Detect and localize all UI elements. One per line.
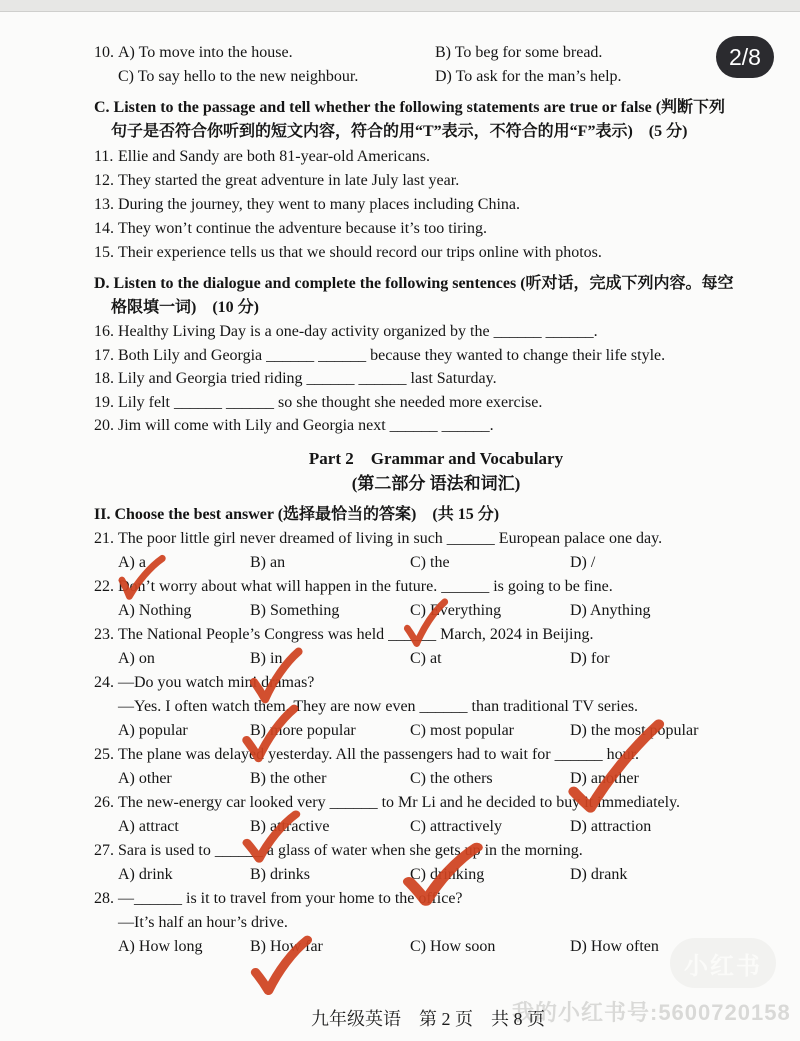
option-a: A) popular bbox=[118, 721, 188, 739]
question-block-26 bbox=[94, 791, 778, 839]
section-c-statements bbox=[94, 145, 778, 265]
section-d-sentences bbox=[94, 320, 778, 438]
exam-page-content bbox=[94, 41, 778, 959]
question-text: 25. The plane was delayed yesterday. All the passengers had to wait for ______ hour. bbox=[94, 745, 640, 763]
options-row bbox=[94, 599, 778, 623]
section-c-heading: C. Listen to the passage and tell whether the following statements are true or false (判断下列 句子是否符合你听到的短文内容，符合的用“T”表示，不符合的用“F”表示) (5 分) bbox=[94, 99, 726, 140]
option-d: D) How often bbox=[570, 937, 659, 955]
statement-row: 19. Lily felt ______ ______ so she thought she needed more exercise. bbox=[94, 393, 543, 411]
option-c: C) most popular bbox=[410, 721, 514, 739]
option-c: C) How soon bbox=[410, 937, 496, 955]
question-text-line2: —Yes. I often watch them. They are now even ______ than traditional TV series. bbox=[118, 697, 639, 715]
part-2-title-english: Part 2 Grammar and Vocabulary bbox=[308, 448, 564, 468]
option-c: C) the bbox=[410, 553, 450, 571]
option-a: A) other bbox=[118, 769, 172, 787]
options-row bbox=[94, 551, 778, 575]
xiaohongshu-watermark-id: 我的小红书号:5600720158 bbox=[512, 1000, 791, 1025]
option-cell: 10. A) To move into the house. bbox=[94, 41, 435, 65]
option-c: C) Everything bbox=[410, 601, 502, 619]
question-block-23 bbox=[94, 623, 778, 671]
section-ii-heading: II. Choose the best answer (选择最恰当的答案) (共 15 分) bbox=[94, 505, 500, 523]
question-text: 28. —______ is it to travel from your home to the office? bbox=[94, 889, 463, 907]
footer-page-label: 九年级英语 第 2 页 共 8 页 bbox=[311, 1009, 545, 1029]
option-d: D) attraction bbox=[570, 817, 652, 835]
option-c: C) attractively bbox=[410, 817, 502, 835]
page-counter-badge: 2/8 bbox=[716, 36, 774, 78]
option-c: C) drinking bbox=[410, 865, 485, 883]
part-2-title-chinese: (第二部分 语法和词汇) bbox=[351, 473, 521, 493]
scan-top-strip bbox=[0, 0, 800, 12]
part-2-heading bbox=[94, 446, 778, 497]
question-text: 23. The National People’s Congress was held ______ March, 2024 in Beijing. bbox=[94, 625, 594, 643]
options-row bbox=[94, 647, 778, 671]
option-a: A) Nothing bbox=[118, 601, 192, 619]
option-b: B) How far bbox=[250, 937, 323, 955]
question-block-21 bbox=[94, 527, 778, 575]
statement-row: 13. During the journey, they went to many places including China. bbox=[94, 196, 520, 213]
question-text: 21. The poor little girl never dreamed of living in such ______ European palace one day. bbox=[94, 529, 663, 547]
option-d: D) the most popular bbox=[570, 721, 699, 739]
statement-row: 15. Their experience tells us that we should record our trips online with photos. bbox=[94, 244, 602, 261]
option-b: B) an bbox=[250, 553, 286, 571]
option-b: B) attractive bbox=[250, 817, 330, 835]
option-cell: B) To beg for some bread. bbox=[435, 44, 603, 61]
option-cell: D) To ask for the man’s help. bbox=[435, 68, 622, 85]
option-d: D) / bbox=[570, 553, 596, 571]
options-row bbox=[94, 767, 778, 791]
statement-row: 11. Ellie and Sandy are both 81-year-old Americans. bbox=[94, 148, 431, 165]
statement-row: 20. Jim will come with Lily and Georgia next ______ ______. bbox=[94, 417, 494, 434]
option-c: C) at bbox=[410, 649, 442, 667]
question-text: 27. Sara is used to ______ a glass of water when she gets up in the morning. bbox=[94, 841, 583, 859]
question-block-27 bbox=[94, 839, 778, 887]
options-row bbox=[94, 719, 778, 743]
option-a: A) a bbox=[118, 553, 146, 571]
option-b: B) in bbox=[250, 649, 283, 667]
option-a: A) How long bbox=[118, 937, 203, 955]
question-block-22 bbox=[94, 575, 778, 623]
statement-row: 17. Both Lily and Georgia ______ ______ because they wanted to change their life style. bbox=[94, 346, 666, 364]
option-a: A) attract bbox=[118, 817, 179, 835]
option-cell: C) To say hello to the new neighbour. bbox=[118, 68, 359, 85]
option-a: A) on bbox=[118, 649, 155, 667]
question-text: 24. —Do you watch mini dramas? bbox=[94, 673, 315, 691]
option-c: C) the others bbox=[410, 769, 493, 787]
question-block-25 bbox=[94, 743, 778, 791]
question-text: 26. The new-energy car looked very ______ to Mr Li and he decided to buy it immediately. bbox=[94, 793, 681, 811]
option-b: B) drinks bbox=[250, 865, 310, 883]
xiaohongshu-watermark-logo: 小红书 bbox=[670, 938, 776, 988]
question-block-24 bbox=[94, 671, 778, 743]
options-row bbox=[94, 815, 778, 839]
question-text: 22. Don’t worry about what will happen in the future. ______ is going to be fine. bbox=[94, 577, 613, 595]
option-d: D) Anything bbox=[570, 601, 651, 619]
question-10-options bbox=[94, 41, 778, 89]
option-b: B) Something bbox=[250, 601, 340, 619]
option-b: B) more popular bbox=[250, 721, 356, 739]
option-d: D) for bbox=[570, 649, 610, 667]
statement-row: 14. They won’t continue the adventure because it’s too tiring. bbox=[94, 220, 487, 237]
options-row bbox=[94, 863, 778, 887]
option-d: D) drank bbox=[570, 865, 628, 883]
option-d: D) another bbox=[570, 769, 639, 787]
section-d-heading: D. Listen to the dialogue and complete the following sentences (听对话，完成下列内容。每空 格限填一词) (10 分) bbox=[94, 275, 734, 316]
statement-row: 12. They started the great adventure in late July last year. bbox=[94, 172, 460, 189]
statement-row: 18. Lily and Georgia tried riding ______ ______ last Saturday. bbox=[94, 370, 497, 387]
option-b: B) the other bbox=[250, 769, 327, 787]
statement-row: 16. Healthy Living Day is a one-day activity organized by the ______ ______. bbox=[94, 323, 598, 340]
question-number: 10. bbox=[94, 44, 114, 61]
option-a: A) drink bbox=[118, 865, 173, 883]
question-text-line2: —It’s half an hour’s drive. bbox=[118, 913, 288, 931]
